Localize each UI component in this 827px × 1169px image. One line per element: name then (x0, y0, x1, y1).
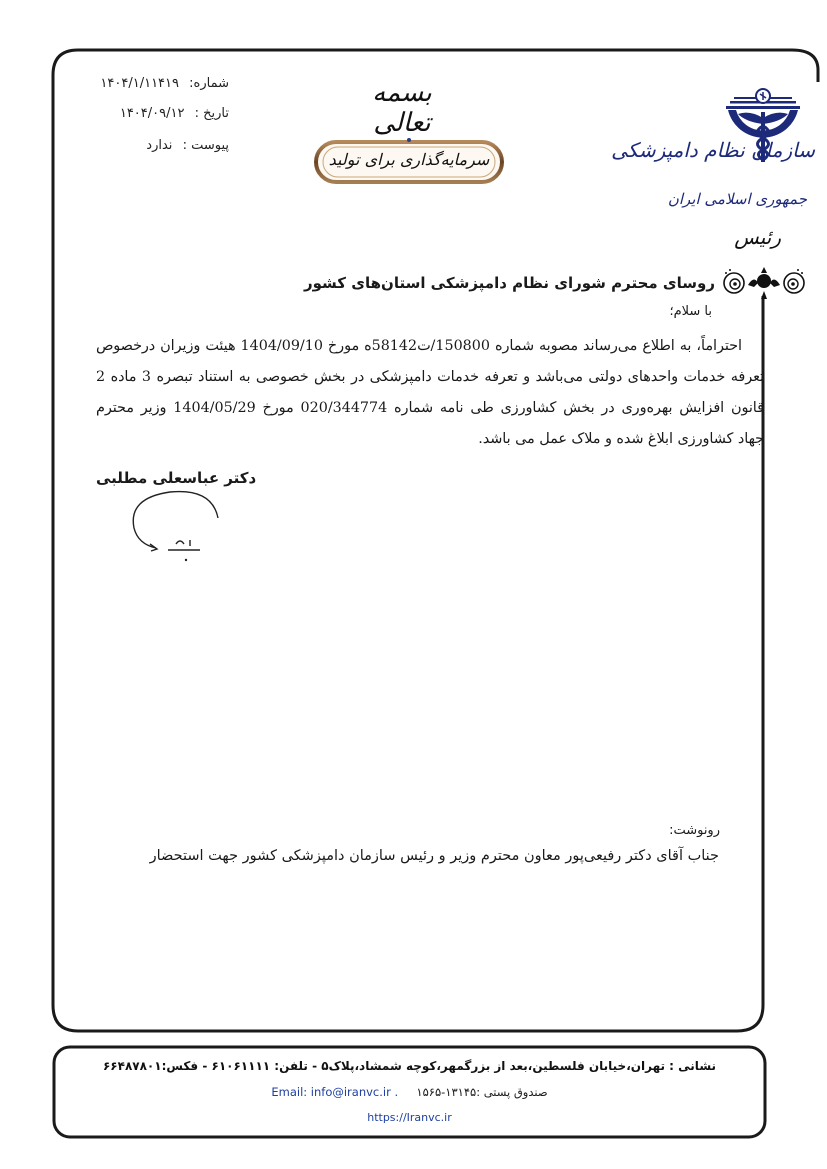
ornament (718, 265, 810, 301)
cc-recipient: جناب آقای دکتر رفیعی‌پور معاون محترم وزیر و رئیس سازمان دامپزشکی کشور جهت استحضار (149, 848, 719, 864)
organization-name: سازمان نظام دامپزشکی (611, 138, 815, 162)
footer-email-link[interactable]: Email: info@iranvc.ir . (271, 1085, 399, 1099)
footer-contact-line (54, 1085, 765, 1099)
recipient-line: روسای محترم شورای نظام دامپزشکی استان‌های کشور (303, 274, 715, 292)
sender-title: رئیس (734, 225, 781, 249)
letter-date-label: تاریخ : (194, 106, 229, 121)
letter-attachment-value: ندارد (146, 138, 173, 153)
cc-label: رونوشت: (669, 823, 720, 838)
letter-body-paragraph: احتراماً، به اطلاع می‌رساند مصوبه شماره 150800/ت58142ه مورخ 1404/09/10 هیئت وزیران درخصوص تعرفه خدمات واحدهای دولتی می‌باشد و تعرفه خدمات دامپزشکی در بخش خصوصی به استناد تبصره 3 ماده 2 قانون افزایش بهره‌وری در بخش کشاورزی طی نامه شماره 020/344774 مورخ 1404/05/29 وزیر محترم جهاد کشاورزی ابلاغ شده و ملاک عمل می باشد. (96, 338, 764, 447)
footer-po-box: صندوق پستی :۱۳۱۴۵-۱۵۶۵ (416, 1085, 548, 1099)
footer-contact (54, 1047, 765, 1137)
letter-number (100, 76, 229, 91)
basmala-heading: بسمه تعالی (372, 78, 432, 138)
letter-body (96, 331, 764, 455)
organization-subtitle: جمهوری اسلامی ایران (667, 190, 807, 208)
floral-ornament-icon (718, 265, 810, 301)
letter-attachment-label: پیوست : (182, 138, 229, 153)
handwritten-signature-icon (120, 488, 260, 568)
signer-name: دکتر عباسعلی مطلبی (96, 469, 257, 487)
slogan-text: سرمایه‌گذاری برای تولید (328, 150, 490, 169)
footer-website-link[interactable]: https://Iranvc.ir (367, 1111, 452, 1124)
letter-number-value: ۱۴۰۴/۱/۱۱۴۱۹ (100, 76, 180, 91)
greeting: با سلام؛ (669, 304, 712, 319)
footer-address: نشانی : تهران،خیابان فلسطین،بعد از بزرگمهر،کوچه شمشاد،پلاک۵ - تلفن: ۶۱۰۶۱۱۱۱ - فکس:۶۶۴۸۷۸۰۱ (102, 1059, 717, 1073)
slogan-plaque (313, 138, 505, 186)
letter-date-value: ۱۴۰۴/۰۹/۱۲ (119, 106, 185, 121)
letter-date (120, 106, 229, 121)
letter-number-label: شماره: (189, 76, 229, 91)
letter-attachment (146, 138, 229, 153)
